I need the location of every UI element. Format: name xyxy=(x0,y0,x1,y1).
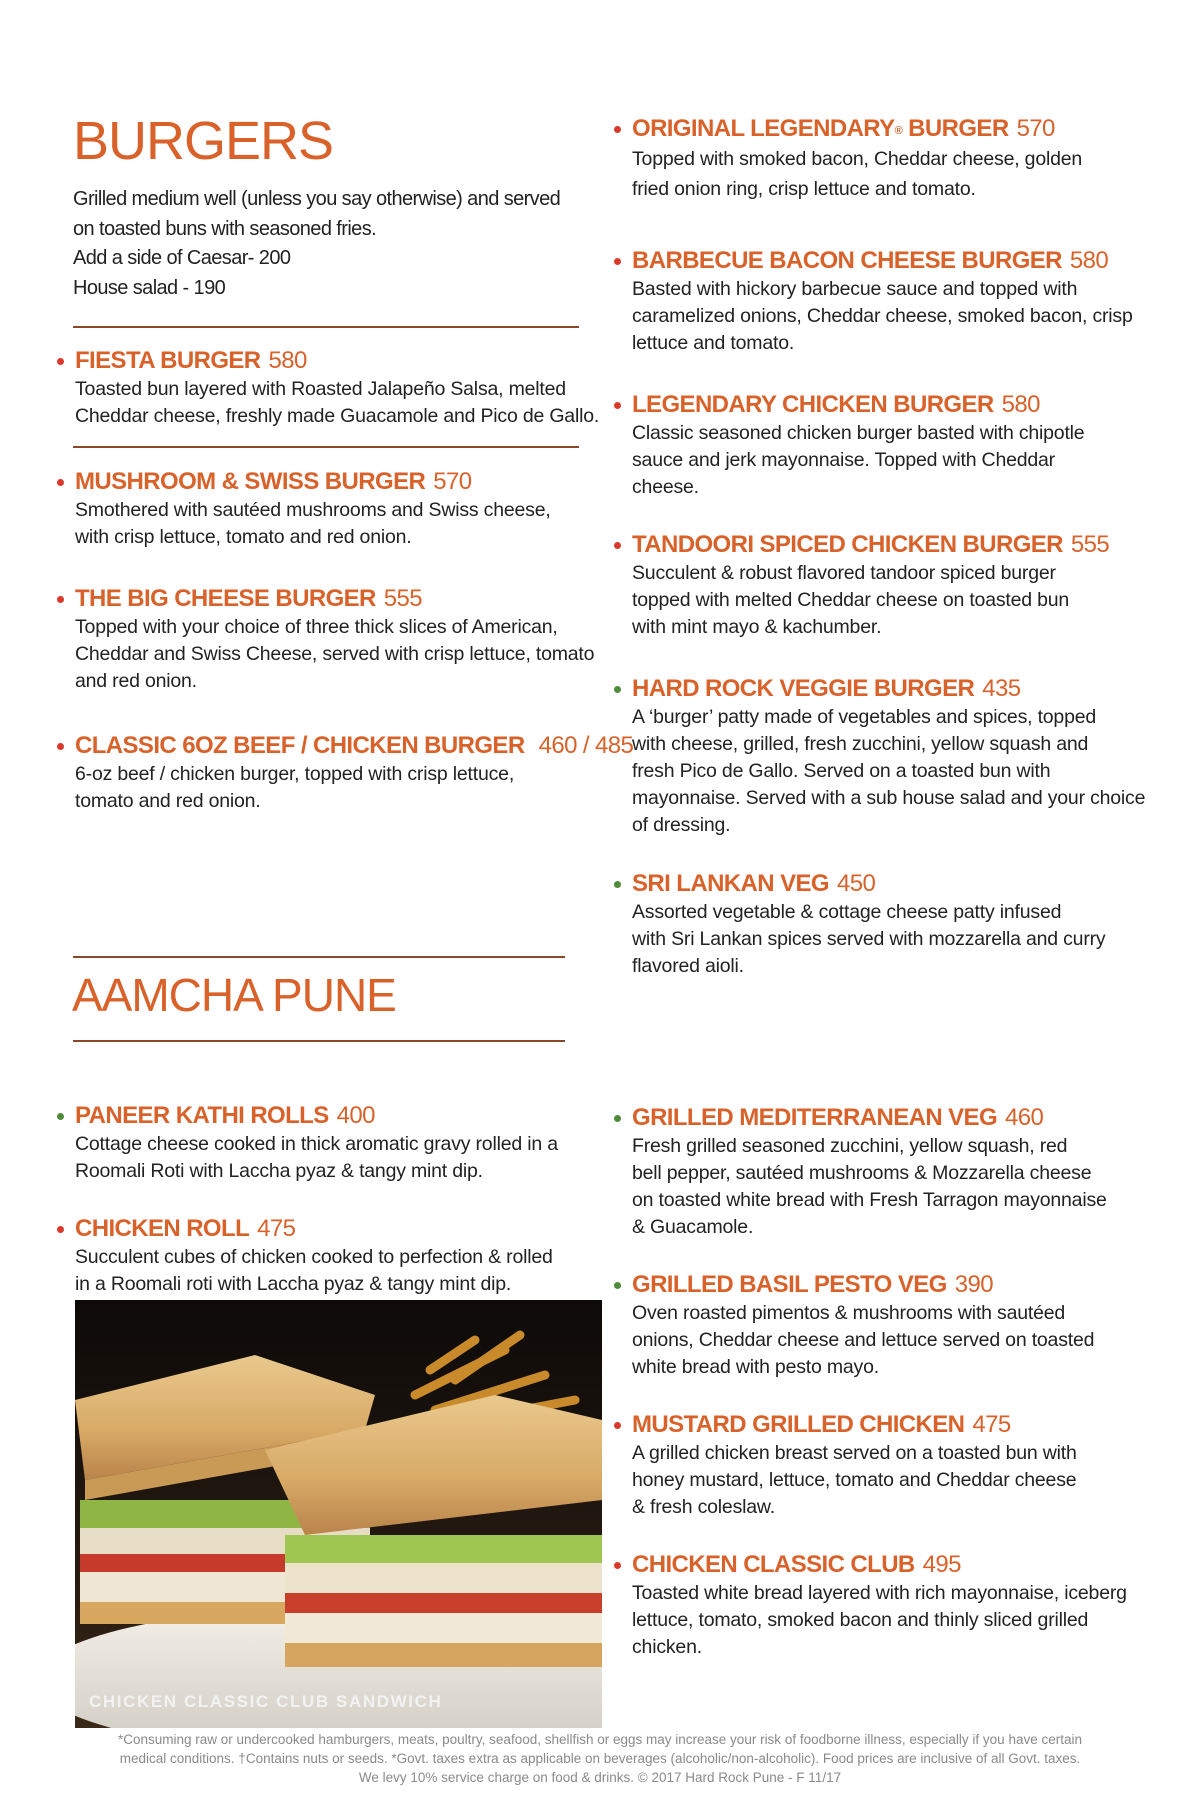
desc-line: Cottage cheese cooked in thick aromatic gravy rolled in a xyxy=(75,1133,558,1155)
desc-line: fresh Pico de Gallo. Served on a toasted bun with xyxy=(632,760,1051,782)
desc-line: and red onion. xyxy=(75,670,197,692)
item-name: MUSTARD GRILLED CHICKEN xyxy=(632,1411,965,1438)
item-description xyxy=(75,1131,558,1185)
item-price: 435 xyxy=(982,675,1021,702)
item-description xyxy=(632,420,1084,501)
bullet-icon xyxy=(57,1113,64,1120)
footer-line: We levy 10% service charge on food & drinks. © 2017 Hard Rock Pune - F 11/17 xyxy=(358,1770,842,1785)
menu-item-fiesta-burger xyxy=(75,347,599,430)
item-description xyxy=(632,899,1105,980)
item-description xyxy=(632,1580,1127,1661)
item-price: 390 xyxy=(954,1271,993,1298)
item-name: MUSHROOM & SWISS BURGER xyxy=(75,468,426,495)
desc-line: honey mustard, lettuce, tomato and Cheddar cheese xyxy=(632,1469,1077,1491)
bullet-icon xyxy=(614,1562,621,1569)
desc-line: topped with melted Cheddar cheese on toasted bun xyxy=(632,589,1070,611)
item-price: 555 xyxy=(1070,531,1110,558)
menu-item-chicken-classic-club xyxy=(632,1551,1127,1661)
desc-line: Succulent cubes of chicken cooked to perfection & rolled xyxy=(75,1246,553,1268)
menu-item-grilled-basil-pesto-veg xyxy=(632,1271,1094,1381)
bullet-icon xyxy=(614,1115,621,1122)
bullet-icon xyxy=(614,542,621,549)
intro-line: Add a side of Caesar- 200 xyxy=(73,247,291,269)
desc-line: lettuce, tomato, smoked bacon and thinly sliced grilled xyxy=(632,1609,1089,1631)
item-name: LEGENDARY CHICKEN BURGER xyxy=(632,391,994,418)
desc-line: flavored aioli. xyxy=(632,955,744,977)
item-name: CLASSIC 6OZ BEEF / CHICKEN BURGER xyxy=(75,732,525,759)
bullet-icon xyxy=(614,126,621,133)
intro-line: House salad - 190 xyxy=(73,276,226,299)
desc-line: Cheddar and Swiss Cheese, served with crisp lettuce, tomato xyxy=(75,643,595,665)
item-price: 475 xyxy=(972,1411,1011,1438)
desc-line: Toasted bun layered with Roasted Jalapeño Salsa, melted xyxy=(75,378,566,400)
desc-line: onions, Cheddar cheese and lettuce served on toasted xyxy=(632,1329,1095,1351)
desc-line: A ‘burger’ patty made of vegetables and spices, topped xyxy=(632,706,1097,728)
desc-line: chicken. xyxy=(632,1636,702,1658)
item-name: THE BIG CHEESE BURGER xyxy=(75,585,376,612)
section-title-aamcha-pune: AAMCHA PUNE xyxy=(72,969,396,1021)
item-price: 475 xyxy=(257,1215,296,1242)
item-description xyxy=(632,1440,1077,1521)
divider xyxy=(73,446,579,448)
desc-line: with Sri Lankan spices served with mozzarella and curry xyxy=(632,928,1106,950)
item-price: 460 xyxy=(1005,1104,1044,1131)
burgers-intro xyxy=(73,185,573,303)
bullet-icon xyxy=(614,686,621,693)
desc-line: Fresh grilled seasoned zucchini, yellow squash, red xyxy=(632,1135,1068,1157)
bullet-icon xyxy=(57,596,64,603)
item-name: CHICKEN CLASSIC CLUB xyxy=(632,1551,915,1578)
menu-item-sri-lankan-veg xyxy=(632,870,1105,980)
desc-line: fried onion ring, crisp lettuce and tomato. xyxy=(632,178,976,200)
desc-line: & Guacamole. xyxy=(632,1216,754,1238)
item-price: 450 xyxy=(836,870,876,897)
item-price: 460 / 485 xyxy=(538,732,634,759)
section-title-burgers: BURGERS xyxy=(73,111,334,171)
footer-line: *Consuming raw or undercooked hamburgers, meats, poultry, seafood, shellfish or eggs may increase your risk of foodborne illness, especially if you have certain xyxy=(118,1732,1082,1747)
bullet-icon xyxy=(614,881,621,888)
menu-item-mustard-grilled-chicken xyxy=(632,1411,1077,1521)
desc-line: Classic seasoned chicken burger basted with chipotle xyxy=(632,422,1085,444)
desc-line: with crisp lettuce, tomato and red onion. xyxy=(75,526,412,548)
item-price: 580 xyxy=(268,347,307,374)
item-name: FIESTA BURGER xyxy=(75,347,261,374)
divider xyxy=(73,956,565,958)
intro-line: Grilled medium well (unless you say otherwise) and served xyxy=(73,188,561,210)
item-description xyxy=(75,1244,553,1298)
item-price: 555 xyxy=(383,585,423,612)
desc-line: tomato and red onion. xyxy=(75,790,261,812)
item-name: GRILLED BASIL PESTO VEG xyxy=(632,1271,947,1298)
menu-item-hard-rock-veggie-burger xyxy=(632,675,1145,839)
desc-line: with cheese, grilled, fresh zucchini, yellow squash and xyxy=(632,733,1089,755)
menu-item-barbecue-bacon-cheese-burger xyxy=(632,247,1133,357)
desc-line: Succulent & robust flavored tandoor spiced burger xyxy=(632,562,1056,584)
bullet-icon xyxy=(57,743,64,750)
item-description xyxy=(75,497,551,551)
item-price: 580 xyxy=(1001,391,1040,418)
desc-line: Assorted vegetable & cottage cheese patty infused xyxy=(632,901,1062,923)
footer-line: medical conditions. †Contains nuts or seeds. *Govt. taxes extra as applicable on beverages (alcoholic/non-alcoholic). Food prices are inclusive of all Govt. taxes. xyxy=(119,1751,1081,1766)
bullet-icon xyxy=(614,258,621,265)
menu-item-classic-6oz-burger xyxy=(75,732,633,815)
item-name: CHICKEN ROLL xyxy=(75,1215,250,1242)
desc-line: Roomali Roti with Laccha pyaz & tangy mint dip. xyxy=(75,1160,483,1182)
desc-line: cheese. xyxy=(632,476,699,498)
item-price: 570 xyxy=(433,468,472,495)
menu-item-big-cheese-burger xyxy=(75,585,594,695)
desc-line: Cheddar cheese, freshly made Guacamole and Pico de Gallo. xyxy=(75,405,600,427)
desc-line: sauce and jerk mayonnaise. Topped with Cheddar xyxy=(632,449,1055,471)
item-description xyxy=(75,761,633,815)
desc-line: Toasted white bread layered with rich mayonnaise, iceberg xyxy=(632,1582,1127,1604)
item-price: 580 xyxy=(1069,247,1109,274)
item-description xyxy=(632,1133,1107,1241)
divider xyxy=(73,1040,565,1042)
sandwich-photo xyxy=(75,1300,602,1728)
item-description xyxy=(632,704,1145,839)
item-description xyxy=(632,560,1109,641)
desc-line: caramelized onions, Cheddar cheese, smoked bacon, crisp xyxy=(632,305,1133,327)
item-name: TANDOORI SPICED CHICKEN BURGER xyxy=(632,531,1063,558)
desc-line: with mint mayo & kachumber. xyxy=(632,616,882,638)
desc-line: Basted with hickory barbecue sauce and topped with xyxy=(632,278,1078,300)
item-price: 495 xyxy=(922,1551,961,1578)
desc-line: of dressing. xyxy=(632,814,731,836)
desc-line: 6-oz beef / chicken burger, topped with crisp lettuce, xyxy=(75,763,515,785)
bullet-icon xyxy=(57,1226,64,1233)
footer-disclaimer xyxy=(60,1730,1140,1787)
desc-line: & fresh coleslaw. xyxy=(632,1496,775,1518)
menu-item-tandoori-spiced-chicken-burger xyxy=(632,531,1109,641)
item-description xyxy=(75,376,599,430)
bullet-icon xyxy=(57,479,64,486)
desc-line: bell pepper, sautéed mushrooms & Mozzarella cheese xyxy=(632,1162,1092,1184)
bullet-icon xyxy=(614,1282,621,1289)
item-description xyxy=(632,1300,1094,1381)
menu-item-mushroom-swiss-burger xyxy=(75,468,551,551)
item-description xyxy=(632,276,1133,357)
desc-line: in a Roomali roti with Laccha pyaz & tangy mint dip. xyxy=(75,1273,512,1295)
desc-line: Oven roasted pimentos & mushrooms with sautéed xyxy=(632,1302,1066,1324)
item-price: 570 xyxy=(1016,115,1055,142)
sandwich-illustration xyxy=(75,1300,602,1728)
registered-mark: ® xyxy=(894,125,903,137)
intro-line: on toasted buns with seasoned fries. xyxy=(73,217,377,240)
item-description xyxy=(75,614,594,695)
desc-line: Topped with smoked bacon, Cheddar cheese, golden xyxy=(632,148,1083,170)
desc-line: Smothered with sautéed mushrooms and Swiss cheese, xyxy=(75,499,551,521)
divider xyxy=(73,326,579,328)
bullet-icon xyxy=(57,358,64,365)
item-name: BARBECUE BACON CHEESE BURGER xyxy=(632,247,1062,274)
bullet-icon xyxy=(614,1422,621,1429)
item-price: 400 xyxy=(336,1102,375,1129)
item-name: ORIGINAL LEGENDARY® BURGER xyxy=(632,115,1009,142)
desc-line: mayonnaise. Served with a sub house salad and your choice xyxy=(632,787,1146,809)
item-name: HARD ROCK VEGGIE BURGER xyxy=(632,675,975,702)
item-name: PANEER KATHI ROLLS xyxy=(75,1102,329,1129)
desc-line: on toasted white bread with Fresh Tarragon mayonnaise xyxy=(632,1189,1107,1211)
menu-item-original-legendary-burger xyxy=(632,115,1082,204)
menu-item-chicken-roll xyxy=(75,1215,553,1298)
menu-item-grilled-mediterranean-veg xyxy=(632,1104,1107,1241)
desc-line: lettuce and tomato. xyxy=(632,332,795,354)
item-name: GRILLED MEDITERRANEAN VEG xyxy=(632,1104,998,1131)
menu-item-legendary-chicken-burger xyxy=(632,391,1084,501)
item-description xyxy=(632,144,1082,204)
bullet-icon xyxy=(614,402,621,409)
desc-line: A grilled chicken breast served on a toasted bun with xyxy=(632,1442,1077,1464)
desc-line: Topped with your choice of three thick slices of American, xyxy=(75,616,558,638)
desc-line: white bread with pesto mayo. xyxy=(632,1356,879,1378)
item-name: SRI LANKAN VEG xyxy=(632,870,829,897)
photo-caption: CHICKEN CLASSIC CLUB SANDWICH xyxy=(89,1692,443,1711)
menu-item-paneer-kathi-rolls xyxy=(75,1102,558,1185)
